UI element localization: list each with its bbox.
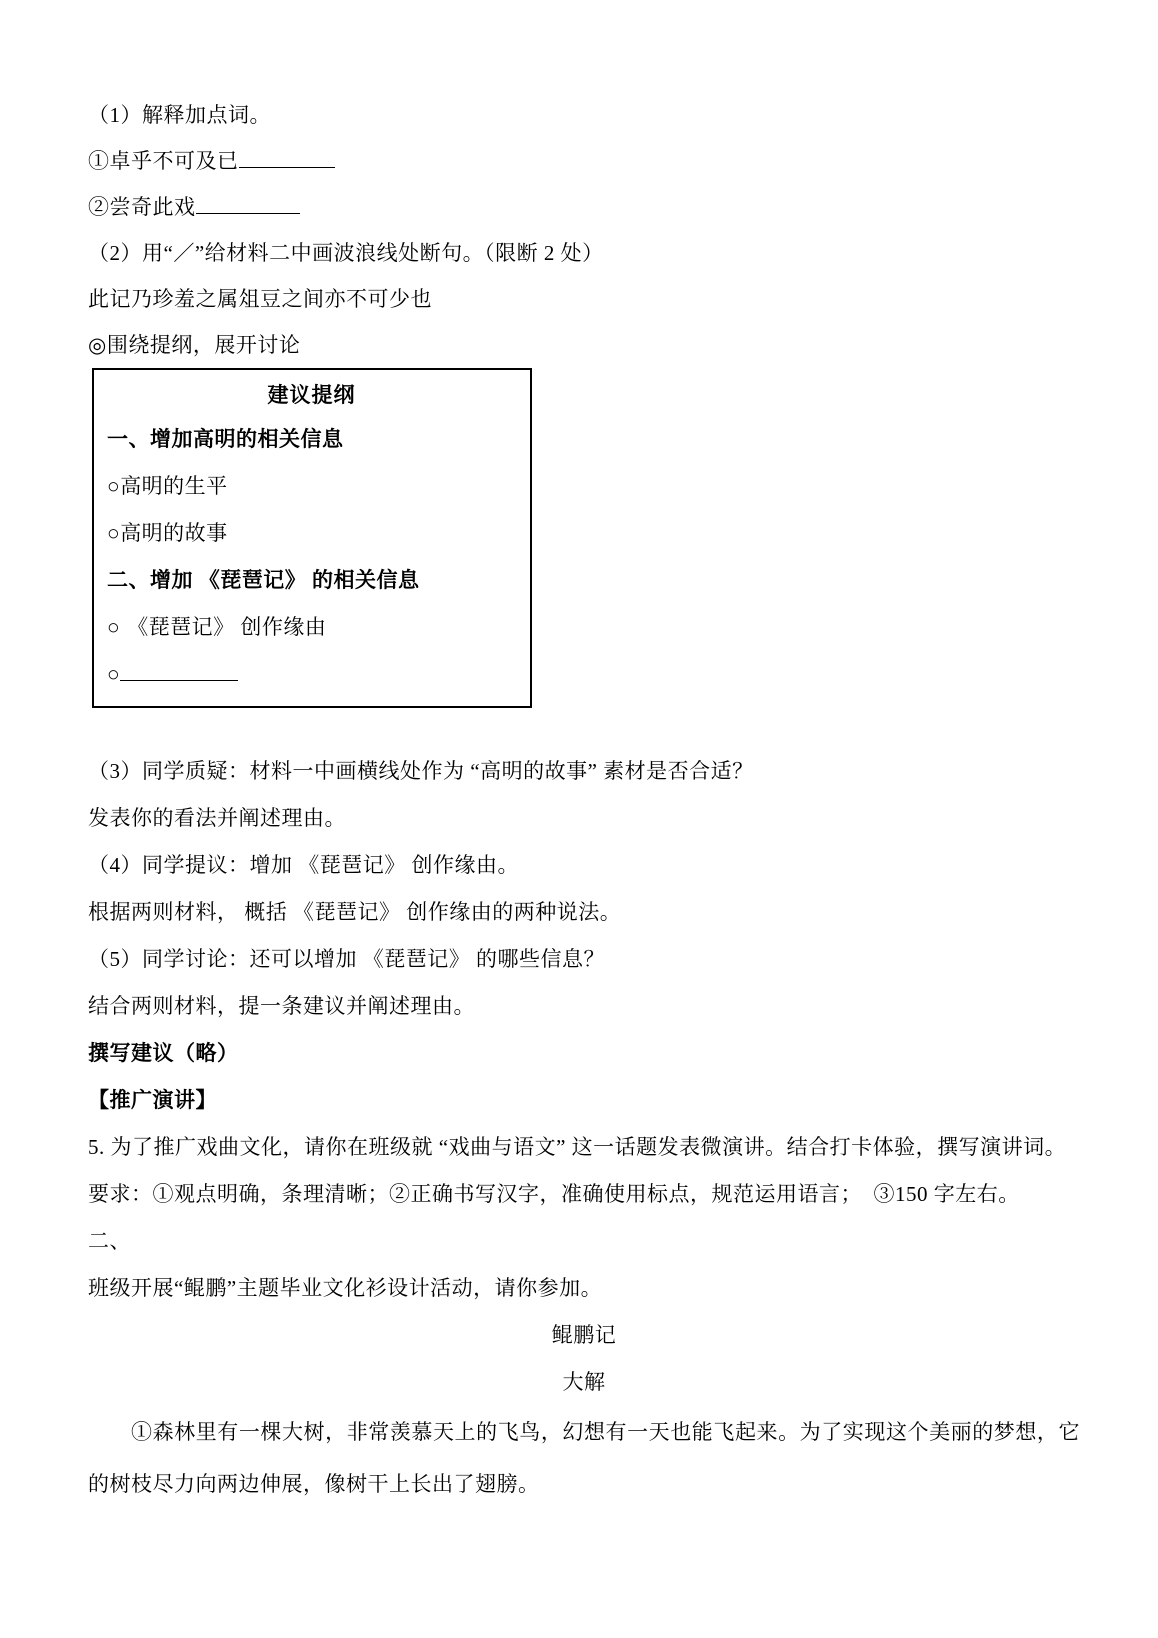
circle-bullet-icon: ○ — [107, 615, 121, 639]
circle-bullet-icon: ○ — [107, 521, 121, 545]
question-1-item-1 — [88, 138, 1080, 184]
speech-section-header: 【推广演讲】 — [88, 1088, 217, 1112]
question-3-continued: 发表你的看法并阐述理由。 — [88, 806, 346, 830]
part-two-label: 二、 — [88, 1229, 131, 1253]
outline-item-1-2 — [107, 510, 516, 557]
question-3-label: （3）同学质疑：材料一中画横线处作为 “高明的故事” 素材是否合适？ — [88, 759, 754, 783]
question-1-item-2-text: ②尝奇此戏 — [88, 195, 196, 219]
outline-section-1-heading: 一、增加高明的相关信息 — [107, 427, 344, 451]
part-two-intro: 班级开展“鲲鹏”主题毕业文化衫设计活动，请你参加。 — [88, 1276, 603, 1300]
question-4-label: （4）同学提议：增加 《琵琶记》 创作缘由。 — [88, 853, 519, 877]
circle-bullet-icon: ○ — [107, 474, 121, 498]
outline-item-2-1 — [107, 604, 516, 651]
outline-box-title: 建议提纲 — [267, 383, 356, 407]
question-2-sentence: 此记乃珍羞之属俎豆之间亦不可少也 — [88, 287, 432, 311]
question-4-continued: 根据两则材料， 概括 《琵琶记》 创作缘由的两种说法。 — [88, 900, 622, 924]
outline-item-2-2 — [107, 651, 516, 698]
question-1-item-2 — [88, 184, 1080, 230]
outline-section-2-heading: 二、增加 《琵琶记》 的相关信息 — [107, 568, 420, 592]
discussion-intro: ◎围绕提纲，展开讨论 — [88, 333, 301, 357]
essay-author: 大解 — [562, 1370, 606, 1394]
circle-bullet-icon: ○ — [107, 662, 121, 686]
essay-title: 鲲鹏记 — [551, 1323, 617, 1347]
outline-box — [92, 368, 532, 708]
speech-task: 5. 为了推广戏曲文化，请你在班级就 “戏曲与语文” 这一话题发表微演讲。结合打卡体验，撰写演讲词。 — [88, 1135, 1067, 1159]
answer-blank — [120, 660, 238, 681]
write-suggestion-note: 撰写建议（略） — [88, 1041, 239, 1065]
outline-item-1-2-text: 高明的故事 — [120, 521, 228, 545]
essay-paragraph-1: ①森林里有一棵大树，非常羡慕天上的飞鸟，幻想有一天也能飞起来。为了实现这个美丽的梦想，它的树枝尽力向两边伸展，像树干上长出了翅膀。 — [88, 1420, 1080, 1496]
question-5-continued: 结合两则材料，提一条建议并阐述理由。 — [88, 994, 475, 1018]
speech-requirements: 要求：①观点明确，条理清晰；②正确书写汉字，准确使用标点，规范运用语言； ③150 字左右。 — [88, 1182, 1020, 1206]
question-1-label: （1）解释加点词。 — [88, 103, 271, 127]
question-1-item-1-text: ①卓乎不可及已 — [88, 149, 239, 173]
outline-item-1-1 — [107, 463, 516, 510]
answer-blank — [196, 193, 300, 214]
outline-item-2-1-text: 《琵琶记》 创作缘由 — [127, 615, 327, 639]
question-5-label: （5）同学讨论：还可以增加 《琵琶记》 的哪些信息？ — [88, 947, 605, 971]
outline-item-1-1-text: 高明的生平 — [120, 474, 228, 498]
answer-blank — [239, 147, 335, 168]
question-2-label: （2）用“／”给材料二中画波浪线处断句。（限断 2 处） — [88, 241, 604, 265]
